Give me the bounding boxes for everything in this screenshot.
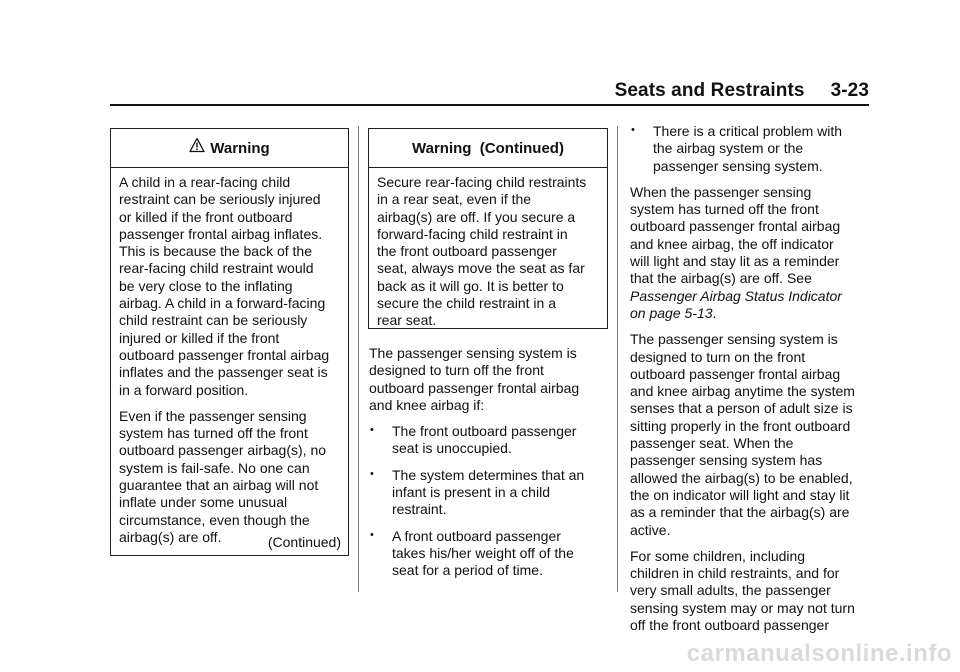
on-indicator-paragraph: The passenger sensing system is designed to turn on the front outboard passenger frontal airbag and knee airbag anytime the system senses that a person of adult size is sitting properly in the front outboard passenger seat. When the passenger sensing system has allowed the airbag(s) to be enabled, the on indicator will light and stay lit as a reminder that the airbag(s) are active.: [630, 331, 855, 538]
column-divider-2: [617, 126, 618, 592]
cross-reference-link[interactable]: Passenger Airbag Status Indicator on page 5-13: [630, 287, 842, 321]
warning-triangle-icon: [189, 137, 205, 153]
section-title: Seats and Restraints: [614, 80, 805, 101]
column-2-text: [369, 345, 609, 589]
bullet-icon: •: [370, 528, 374, 541]
watermark: carmanualsonline.info: [686, 640, 952, 667]
list-item: • The front outboard passenger seat is unoccupied.: [370, 423, 577, 457]
warning-box-1: [110, 128, 349, 556]
list-item: • The system determines that an infant is present in a child restraint.: [370, 466, 585, 518]
bullet-icon: •: [631, 124, 635, 136]
warning-continued-title: Warning (Continued): [412, 139, 564, 157]
list-item: • There is a critical problem with the airbag system or the passenger sensing system.: [631, 123, 843, 174]
warning-title: Warning: [210, 139, 270, 157]
bullet-icon: •: [370, 467, 374, 480]
continued-label: (Continued): [267, 534, 341, 550]
children-paragraph: For some children, including children in child restraints, and for very small adults, the passenger sensing system may or may not turn off the front outboard passenger: [630, 547, 855, 634]
off-indicator-paragraph: When the passenger sensing system has turned off the front outboard passenger frontal airbag and knee airbag, the off indicator will light and stay lit as a reminder that the airbag(s) are off. See Passenger Airbag Status Indicator on page 5-13.: [630, 183, 842, 321]
page-header: [110, 80, 869, 106]
condition-list: [369, 423, 609, 579]
warning-body: [111, 168, 348, 546]
column-divider-1: [358, 126, 359, 592]
warning-box-2: [368, 128, 608, 329]
intro-paragraph: The passenger sensing system is designed to turn off the front outboard passenger frontal airbag and knee airbag if:: [369, 345, 580, 413]
condition-list-continued: [630, 123, 875, 175]
page-number: 3-23: [830, 80, 869, 101]
warning-continued-body: [369, 168, 607, 330]
list-item: • A front outboard passenger takes his/her weight off of the seat for a period of time.: [370, 527, 574, 579]
column-3-text: [630, 123, 875, 643]
bullet-icon: •: [370, 424, 374, 437]
warning-continued-title-bar: [369, 129, 607, 168]
header-text: [615, 80, 869, 102]
warning-title-bar: [111, 129, 348, 168]
warning-paragraph-1: A child in a rear-facing child restraint can be seriously injured or killed if the front outboard passenger frontal airbag inflates. This is because the back of the rear-facing child restraint would be very close to the inflating airbag. A child in a forward-facing child restraint can be seriously injured or killed if the front outboard passenger frontal airbag inflates and the passenger seat is in a forward position.: [119, 174, 330, 398]
warning-paragraph-2: Even if the passenger sensing system has turned off the front outboard passenger airbag(s), no system is fail-safe. No one can guarantee that an airbag will not inflate under some unusual circumstance, even though the airbag(s) are off.: [119, 407, 327, 545]
warning-continued-paragraph: Secure rear-facing child restraints in a rear seat, even if the airbag(s) are off. If you secure a forward-facing child restraint in the front outboard passenger seat, always move the seat as far back as it will go. It is better to secure the child restraint in a rear seat.: [377, 174, 587, 329]
